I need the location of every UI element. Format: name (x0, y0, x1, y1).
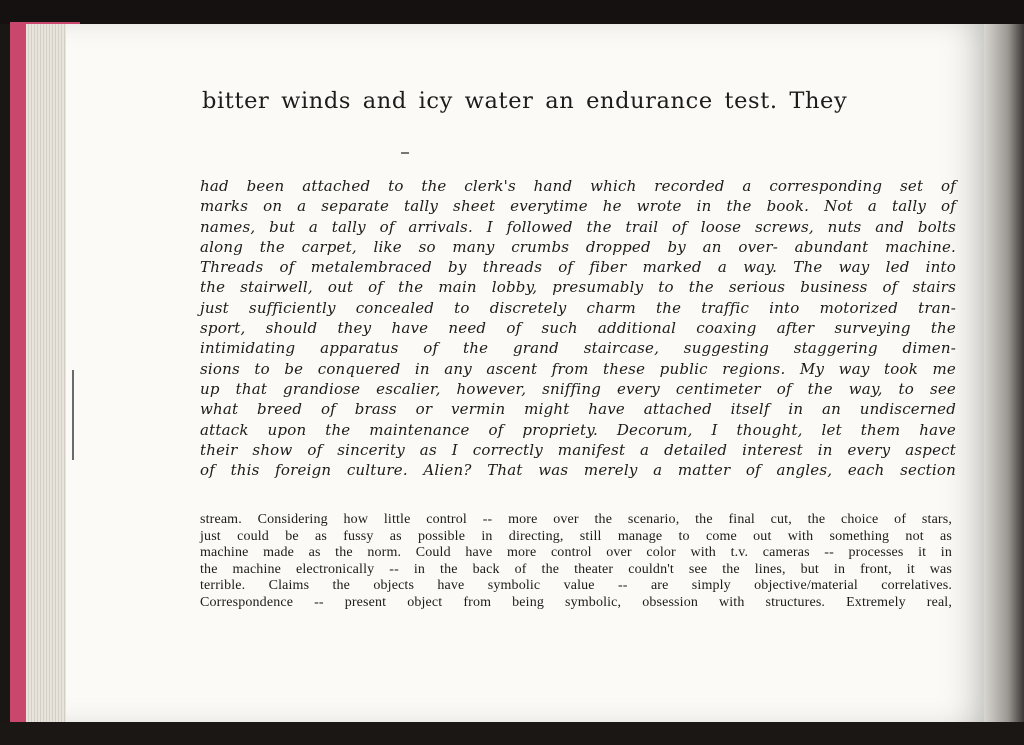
text-line: along the carpet, like so many crumbs dropped by an over- abundant machine. (200, 237, 956, 256)
text-line: sions to be conquered in any ascent from these public regions. My way took me (200, 359, 956, 378)
bottom-background (0, 722, 1024, 745)
text-line: intimidating apparatus of the grand staircase, suggesting staggering dimen- (200, 339, 956, 358)
page-edge-mark (72, 370, 74, 460)
text-line: attack upon the maintenance of propriety. Decorum, I thought, let them have (200, 420, 956, 439)
text-line: what breed of brass or vermin might have attached itself in an undiscerned (200, 400, 956, 419)
text-line: sport, should they have need of such additional coaxing after surveying the (200, 319, 956, 338)
text-line: their show of sincerity as I correctly manifest a detailed interest in every aspect (200, 440, 956, 459)
text-line: just could be as fussy as possible in directing, still manage to come out with something not as (200, 528, 952, 544)
dash-mark (401, 152, 409, 154)
text-line: names, but a tally of arrivals. I followed the trail of loose screws, nuts and bolts (200, 217, 956, 236)
page-heading: bitter winds and icy water an endurance test. They (202, 88, 848, 114)
text-line: Threads of metalembraced by threads of fiber marked a way. The way led into (200, 258, 956, 277)
text-line: had been attached to the clerk's hand which recorded a corresponding set of (200, 177, 956, 195)
small-paragraph (200, 512, 952, 612)
text-line: terrible. Claims the objects have symbolic value -- are simply objective/material correlatives. (200, 578, 952, 594)
text-line: marks on a separate tally sheet everytime he wrote in the book. Not a tally of (200, 197, 956, 216)
top-background (0, 0, 1024, 24)
page-gutter-shadow (984, 24, 1024, 722)
text-line: stream. Considering how little control -- more over the scenario, the final cut, the choice of stars, (200, 512, 952, 527)
text-line: Correspondence -- present object from being symbolic, obsession with structures. Extremely real, (200, 594, 952, 610)
text-line: up that grandiose escalier, however, sniffing every centimeter of the way, to see (200, 379, 956, 398)
text-line: just sufficiently concealed to discretely charm the traffic into motorized tran- (200, 298, 956, 317)
text-line: the stairwell, out of the main lobby, presumably to the serious business of stairs (200, 278, 956, 297)
text-line: machine made as the norm. Could have more control over color with t.v. cameras -- processes it in (200, 545, 952, 561)
italic-paragraph (200, 176, 956, 480)
text-line: of this foreign culture. Alien? That was merely a matter of angles, each section (200, 461, 956, 480)
text-line: the machine electronically -- in the back of the theater couldn't see the lines, but in front, it was (200, 561, 952, 577)
